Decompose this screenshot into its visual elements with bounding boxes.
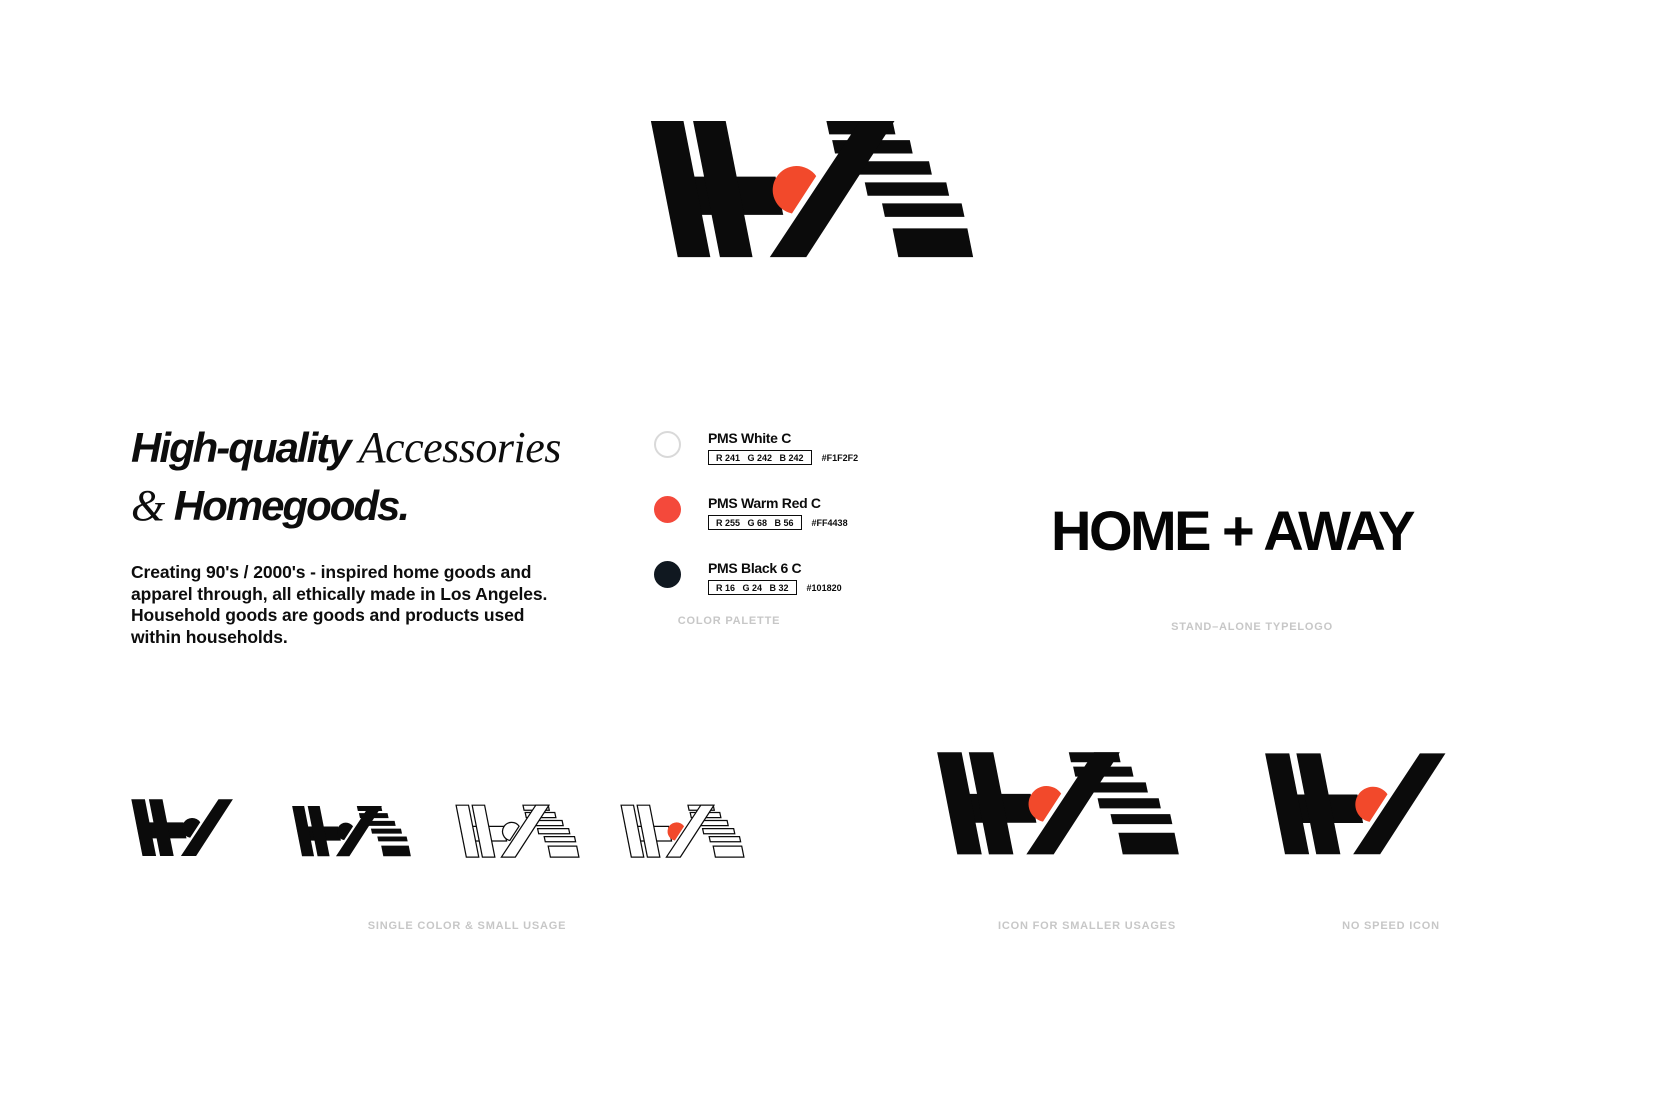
typelogo-caption: STAND–ALONE TYPELOGO: [1171, 621, 1333, 633]
swatch-rgb-values: R 241 G 242 B 242: [708, 450, 812, 465]
red-swatch-circle: [654, 496, 681, 523]
swatch-rgb-values: R 16 G 24 B 32: [708, 580, 797, 595]
swatch-hex-value: #FF4438: [811, 517, 848, 528]
intro-heading-line-1: [131, 424, 561, 482]
logo-icon-smaller-usages: [935, 750, 1181, 858]
logo-icon-no-speed: [1263, 751, 1449, 858]
intro-body-line: Creating 90's / 2000's - inspired home goods and: [131, 562, 532, 582]
white-swatch-circle: [654, 431, 681, 458]
swatch-name: PMS White C: [708, 430, 792, 446]
no-speed-icon-caption: NO SPEED ICON: [1342, 920, 1440, 932]
color-palette-caption: COLOR PALETTE: [677, 615, 781, 627]
swatch-rgb-values: R 255 G 68 B 56: [708, 515, 802, 530]
logo-variant-outline: [455, 804, 580, 859]
intro-section: [131, 424, 561, 648]
intro-body-line: apparel through, all ethically made in Los Angeles.: [131, 583, 548, 604]
intro-heading-amp: &: [131, 481, 165, 530]
logo-variant-outline-red-drop: [620, 804, 745, 859]
home-away-typelogo: HOME + AWAY: [1051, 499, 1414, 562]
swatch-row-warm-red: [654, 495, 848, 530]
logo-variant-solid-with-lines: [291, 805, 412, 858]
swatch-row-white: [654, 430, 858, 465]
intro-heading-serif: Accessories: [358, 423, 561, 472]
swatch-hex-value: #101820: [806, 582, 842, 593]
swatch-hex-value: #F1F2F2: [821, 452, 859, 463]
home-away-primary-logo: [648, 118, 976, 262]
icon-smaller-usages-caption: ICON FOR SMALLER USAGES: [998, 920, 1176, 932]
small-usage-caption: SINGLE COLOR & SMALL USAGE: [367, 920, 567, 932]
swatch-name: PMS Warm Red C: [708, 495, 821, 511]
swatch-row-black: [654, 560, 842, 595]
intro-body-line: Household goods are goods and products used: [131, 605, 525, 625]
intro-heading-sans-2: Homegoods.: [173, 482, 409, 529]
intro-heading-line-2: [131, 482, 561, 540]
logo-variant-solid-no-lines: [130, 798, 235, 858]
swatch-name: PMS Black 6 C: [708, 560, 802, 576]
intro-heading-sans: High-quality: [131, 424, 350, 471]
intro-body-line: within households.: [131, 626, 288, 647]
black-swatch-circle: [654, 561, 681, 588]
intro-body: [131, 562, 561, 648]
